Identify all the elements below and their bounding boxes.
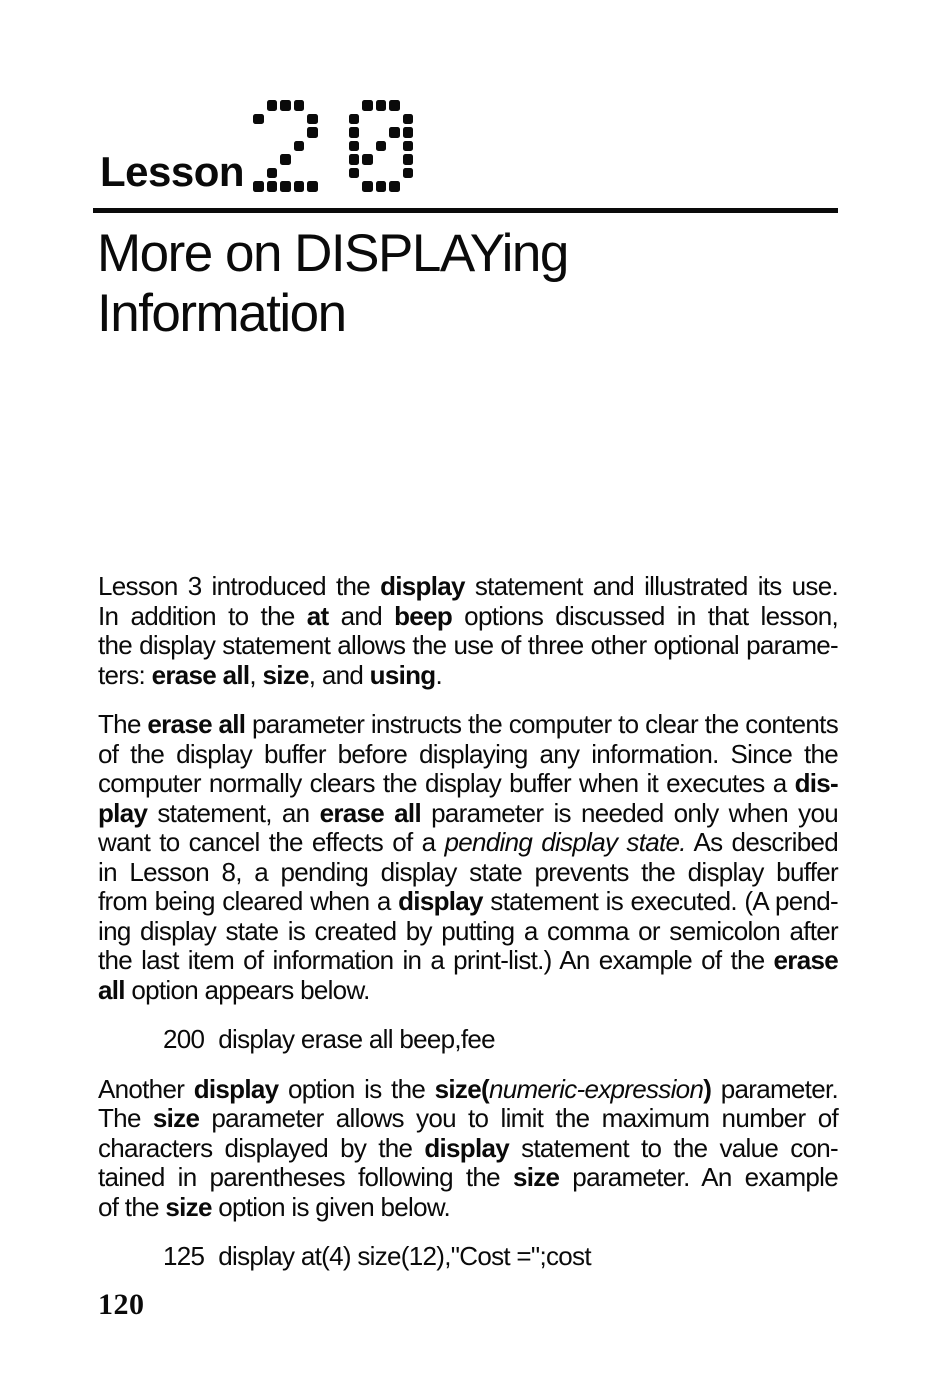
text-segment: display	[424, 1132, 510, 1163]
text-segment: using	[369, 659, 436, 690]
matrix-dot	[253, 141, 264, 152]
text-segment: display	[193, 1073, 279, 1104]
code-statement: display at(4) size(12),"Cost =";cost	[218, 1241, 591, 1271]
text-segment: , and	[308, 659, 370, 690]
matrix-dot	[307, 181, 318, 192]
code-line	[98, 1242, 838, 1272]
matrix-dot	[389, 181, 400, 192]
matrix-dot	[403, 141, 414, 152]
matrix-dot	[307, 141, 318, 152]
text-segment: all	[98, 974, 125, 1005]
text-segment: In addition to the	[98, 600, 307, 631]
chapter-title-line-2: Information	[97, 284, 346, 343]
text-line	[98, 976, 838, 1006]
text-segment: parameter is needed only when you	[420, 797, 838, 828]
text-segment: size	[262, 659, 309, 690]
text-segment: play	[98, 797, 148, 828]
paragraph	[98, 1075, 838, 1223]
matrix-dot	[253, 154, 264, 165]
text-line	[98, 710, 838, 740]
matrix-dot	[267, 181, 278, 192]
matrix-dot	[362, 114, 373, 125]
text-segment: from being cleared when a	[98, 886, 399, 916]
text-segment: statement to the value con-	[509, 1132, 838, 1163]
matrix-dot	[349, 141, 360, 152]
matrix-dot	[294, 141, 305, 152]
matrix-dot	[280, 114, 291, 125]
matrix-dot	[362, 127, 373, 138]
matrix-dot	[307, 154, 318, 165]
text-segment: erase	[773, 945, 838, 975]
text-segment: tained in parentheses following the	[98, 1162, 513, 1192]
matrix-dot	[362, 100, 373, 111]
matrix-dot	[267, 141, 278, 152]
matrix-dot	[349, 168, 360, 179]
matrix-dot	[280, 181, 291, 192]
text-segment: Another	[98, 1073, 194, 1104]
text-segment: display	[380, 571, 465, 601]
text-line	[98, 602, 838, 632]
text-segment: of the	[98, 1191, 166, 1222]
matrix-dot	[349, 181, 360, 192]
matrix-dot	[294, 181, 305, 192]
text-segment: characters displayed by the	[98, 1132, 425, 1163]
matrix-dot	[267, 168, 278, 179]
text-segment: statement, an	[147, 797, 320, 828]
matrix-dot	[376, 181, 387, 192]
text-segment: .	[435, 659, 443, 690]
matrix-dot	[362, 154, 373, 165]
matrix-dot	[376, 141, 387, 152]
text-segment: statement and illustrated its use.	[464, 571, 838, 601]
text-segment: the display statement allows the use of three other optional parame-	[98, 630, 838, 660]
matrix-dot	[362, 181, 373, 192]
lesson-label: Lesson	[100, 148, 245, 195]
text-segment: pending display state.	[444, 827, 686, 857]
matrix-dot	[389, 154, 400, 165]
text-line	[98, 1134, 838, 1164]
matrix-dot	[267, 114, 278, 125]
matrix-dot	[253, 114, 264, 125]
text-line	[98, 858, 838, 888]
text-segment: and	[328, 600, 395, 631]
matrix-dot	[267, 100, 278, 111]
divider-rule	[93, 208, 838, 213]
matrix-dot	[307, 127, 318, 138]
text-segment: erase all	[151, 659, 250, 690]
text-segment: parameter.	[711, 1073, 838, 1104]
text-segment: size	[165, 1191, 212, 1222]
dot-digit	[349, 100, 414, 192]
matrix-dot	[280, 127, 291, 138]
text-segment: parameter allows you to limit the maximum number of	[199, 1103, 838, 1133]
text-segment: of the display buffer before displaying any information. Since the	[98, 738, 838, 769]
text-segment: parameter. An example	[559, 1162, 838, 1192]
text-line	[98, 1163, 838, 1193]
text-segment: options discussed in that lesson,	[452, 600, 839, 631]
text-line	[98, 799, 838, 829]
matrix-dot	[389, 114, 400, 125]
matrix-dot	[253, 127, 264, 138]
matrix-dot	[294, 168, 305, 179]
text-segment: The	[98, 1103, 153, 1133]
text-line	[98, 828, 838, 858]
matrix-dot	[389, 141, 400, 152]
matrix-dot	[376, 168, 387, 179]
code-line	[98, 1025, 838, 1055]
matrix-dot	[349, 114, 360, 125]
text-segment: numeric-expression	[488, 1073, 704, 1104]
matrix-dot	[376, 154, 387, 165]
matrix-dot	[294, 100, 305, 111]
matrix-dot	[307, 114, 318, 125]
matrix-dot	[267, 127, 278, 138]
text-segment: Lesson 3 introduced the	[98, 571, 381, 601]
matrix-dot	[349, 154, 360, 165]
text-segment: beep	[394, 600, 453, 631]
matrix-dot	[376, 114, 387, 125]
matrix-dot	[389, 168, 400, 179]
matrix-dot	[403, 154, 414, 165]
matrix-dot	[253, 181, 264, 192]
text-line	[98, 769, 838, 799]
matrix-dot	[280, 168, 291, 179]
text-segment: ters:	[98, 659, 152, 690]
body-text	[98, 572, 838, 1272]
text-segment: )	[703, 1073, 712, 1104]
text-segment: ,	[249, 659, 263, 690]
text-line	[98, 887, 838, 917]
text-segment: dis-	[794, 768, 838, 798]
text-segment: As described	[685, 827, 838, 857]
text-segment: ing display state is created by putting a comma or semicolon after	[98, 915, 838, 946]
code-line-number: 125	[163, 1241, 205, 1271]
matrix-dot	[280, 141, 291, 152]
matrix-dot	[376, 100, 387, 111]
text-segment: option is the	[278, 1073, 435, 1104]
matrix-dot	[349, 100, 360, 111]
text-segment: option appears below.	[124, 974, 370, 1005]
text-segment: display	[398, 886, 483, 916]
text-line	[98, 1193, 838, 1223]
text-line	[98, 917, 838, 947]
text-segment: want to cancel the effects of a	[98, 827, 445, 857]
text-segment: option is given below.	[211, 1191, 451, 1222]
text-line	[98, 740, 838, 770]
matrix-dot	[294, 127, 305, 138]
matrix-dot	[403, 100, 414, 111]
text-segment: at	[306, 600, 329, 631]
text-segment: size(	[434, 1073, 489, 1104]
text-line	[98, 946, 838, 976]
matrix-dot	[389, 127, 400, 138]
matrix-dot	[294, 114, 305, 125]
matrix-dot	[389, 100, 400, 111]
text-segment: parameter instructs the computer to clear the contents	[245, 709, 838, 739]
text-line	[98, 661, 838, 691]
matrix-dot	[362, 141, 373, 152]
paragraph	[98, 710, 838, 1005]
paragraph	[98, 572, 838, 690]
dot-digit	[253, 100, 318, 192]
code-line-number: 200	[163, 1024, 205, 1054]
matrix-dot	[280, 154, 291, 165]
text-line	[98, 1075, 838, 1105]
text-segment: computer normally clears the display buffer when it executes a	[98, 768, 795, 798]
matrix-dot	[294, 154, 305, 165]
matrix-dot	[403, 114, 414, 125]
text-segment: size	[152, 1103, 200, 1133]
text-segment: The	[98, 709, 148, 739]
matrix-dot	[349, 127, 360, 138]
text-segment: in Lesson 8, a pending display state prevents the display buffer	[98, 856, 838, 887]
page-number: 120	[98, 1288, 145, 1321]
text-segment: the last item of information in a print-list.) An example of the	[98, 945, 774, 975]
matrix-dot	[362, 168, 373, 179]
code-statement: display erase all beep,fee	[218, 1024, 495, 1054]
text-line	[98, 631, 838, 661]
matrix-dot	[403, 181, 414, 192]
matrix-dot	[280, 100, 291, 111]
text-line	[98, 572, 838, 602]
matrix-dot	[376, 127, 387, 138]
matrix-dot	[267, 154, 278, 165]
matrix-dot	[307, 168, 318, 179]
lesson-number	[253, 100, 413, 192]
matrix-dot	[253, 168, 264, 179]
matrix-dot	[253, 100, 264, 111]
chapter-title-line-1: More on DISPLAYing	[97, 224, 568, 283]
text-segment: size	[512, 1162, 560, 1192]
text-line	[98, 1104, 838, 1134]
text-segment: statement is executed. (A pend-	[482, 886, 838, 916]
text-segment: erase all	[319, 797, 421, 828]
matrix-dot	[403, 127, 414, 138]
text-segment: erase all	[147, 709, 246, 739]
chapter-title	[97, 224, 568, 344]
matrix-dot	[403, 168, 414, 179]
matrix-dot	[307, 100, 318, 111]
